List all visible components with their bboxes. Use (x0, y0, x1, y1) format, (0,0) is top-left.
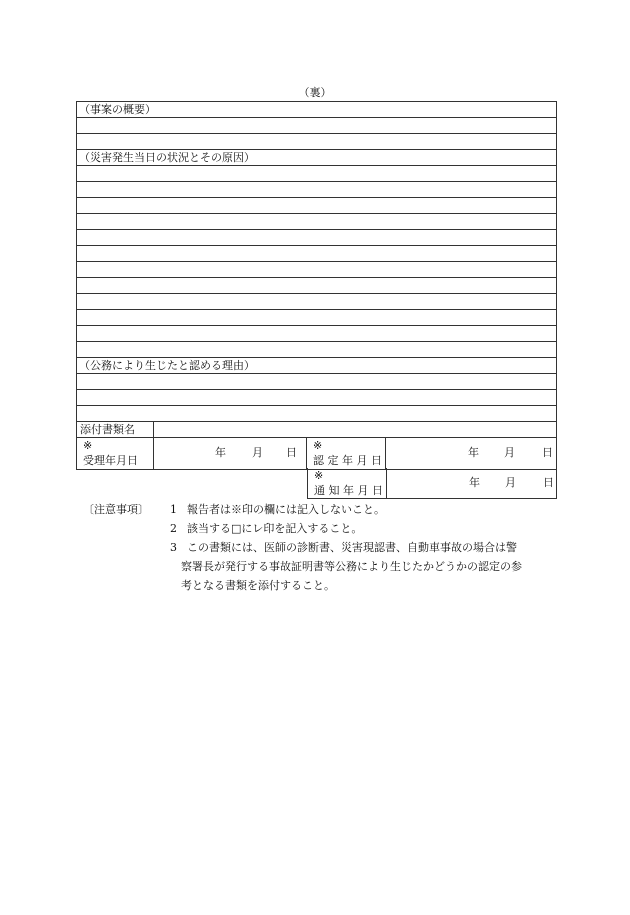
situation-header: （災害発生当日の状況とその原因） (77, 150, 556, 166)
kome-mark: ※ (313, 439, 323, 452)
certified-date-label-cell (307, 438, 386, 469)
day-unit: 日 (542, 446, 553, 459)
note-number: 3 (170, 541, 177, 554)
dates-row (77, 438, 556, 469)
overview-line[interactable] (77, 134, 556, 150)
situation-line[interactable] (77, 246, 556, 262)
overview-header: （事案の概要） (77, 102, 556, 118)
notified-date-field[interactable] (387, 468, 556, 498)
attachments-field[interactable] (154, 422, 556, 437)
situation-line[interactable] (77, 262, 556, 278)
month-unit: 月 (504, 446, 515, 459)
situation-line[interactable] (77, 182, 556, 198)
note-number: 2 (170, 522, 177, 535)
certified-date-field[interactable] (386, 438, 556, 469)
day-unit: 日 (286, 446, 297, 459)
received-date-field[interactable] (154, 438, 307, 469)
year-unit: 年 (468, 446, 479, 459)
kome-mark: ※ (314, 469, 324, 482)
attachments-label: 添付書類名 (77, 422, 154, 437)
received-date-label: 受理年月日 (83, 454, 138, 467)
reason-header: （公務により生じたと認める理由） (77, 358, 556, 374)
notes-label: 〔注意事項〕 (83, 503, 149, 516)
situation-line[interactable] (77, 278, 556, 294)
note-text-continued: 考となる書類を添付すること。 (181, 579, 335, 592)
situation-line[interactable] (77, 326, 556, 342)
reason-line[interactable] (77, 374, 556, 390)
reason-line[interactable] (77, 390, 556, 406)
reason-line[interactable] (77, 406, 556, 422)
note-item (170, 500, 385, 519)
year-unit: 年 (469, 476, 480, 489)
note-number: 1 (170, 503, 177, 516)
month-unit: 月 (505, 476, 516, 489)
situation-line[interactable] (77, 214, 556, 230)
received-date-label-cell (77, 438, 154, 469)
month-unit: 月 (252, 446, 263, 459)
note-text-continued: 察署長が発行する事故証明書等公務により生じたかどうかの認定の参 (181, 560, 522, 573)
overview-line[interactable] (77, 118, 556, 134)
note-text: 報告者は※印の欄には記入しないこと。 (187, 503, 385, 516)
situation-line[interactable] (77, 294, 556, 310)
note-item (170, 519, 362, 538)
situation-line[interactable] (77, 198, 556, 214)
certified-date-label: 認 定 年 月 日 (313, 454, 382, 467)
kome-mark: ※ (83, 439, 93, 452)
notification-date-box (307, 468, 557, 499)
report-form (76, 101, 557, 470)
day-unit: 日 (543, 476, 554, 489)
note-text: この書類には、医師の診断書、災害現認書、自動車事故の場合は警 (187, 541, 517, 554)
year-unit: 年 (215, 446, 226, 459)
page-title: （裏） (298, 86, 332, 99)
situation-line[interactable] (77, 342, 556, 358)
note-item (170, 538, 517, 557)
situation-line[interactable] (77, 166, 556, 182)
notified-date-label: 通 知 年 月 日 (314, 484, 383, 497)
attachments-row (77, 422, 556, 438)
situation-line[interactable] (77, 230, 556, 246)
note-text: 該当する□にレ印を記入すること。 (187, 522, 363, 535)
notified-date-label-cell (308, 468, 387, 498)
situation-line[interactable] (77, 310, 556, 326)
